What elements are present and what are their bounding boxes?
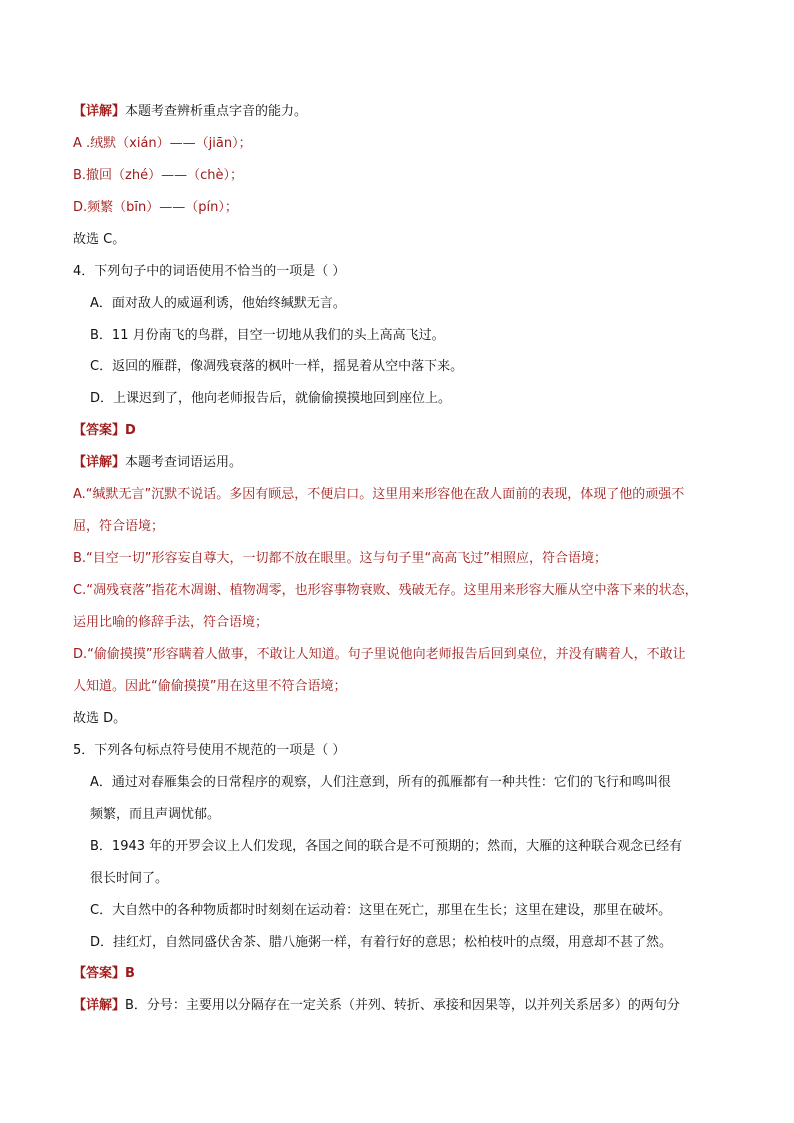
explain-line-b: B.撤回（zhé）——（chè）； bbox=[73, 168, 243, 183]
answer-tag: 【答案】 bbox=[73, 423, 126, 438]
choose-line-q3: 故选 C。 bbox=[73, 232, 126, 247]
q4-option-b: B．11 月份南飞的鸟群，目空一切地从我们的头上高高飞过。 bbox=[90, 328, 445, 343]
detail-text: 本题考查辨析重点字音的能力。 bbox=[125, 104, 308, 119]
q4-detail-line bbox=[73, 455, 242, 471]
q5-detail-line bbox=[73, 998, 680, 1014]
answer-value: B bbox=[125, 966, 135, 981]
detail-tag: 【详解】 bbox=[73, 998, 126, 1013]
q4-option-a: A．面对敌人的威逼利诱，他始终缄默无言。 bbox=[90, 296, 346, 311]
q4-option-c: C．返回的雁群，像凋残衰落的枫叶一样，摇晃着从空中落下来。 bbox=[90, 359, 464, 374]
detail-text: B．分号：主要用以分隔存在一定关系（并列、转折、承接和因果等，以并列关系居多）的两句分 bbox=[125, 998, 680, 1013]
detail-text: 本题考查词语运用。 bbox=[125, 455, 243, 470]
q4-choose-line: 故选 D。 bbox=[73, 711, 127, 726]
explain-line-d: D.频繁（bīn）——（pín）； bbox=[73, 200, 238, 215]
q4-option-d: D．上课迟到了，他向老师报告后，就偷偷摸摸地回到座位上。 bbox=[90, 391, 452, 406]
detail-line-q3 bbox=[73, 104, 307, 120]
q4-explain-line: C.“凋残衰落”指花木凋谢、植物凋零，也形容事物衰败、残破无存。这里用来形容大雁从空中落下来的状态， bbox=[73, 583, 698, 598]
q4-explain-line: D.“偷偷摸摸”形容瞒着人做事，不敢让人知道。句子里说他向老师报告后回到桌位，并没有瞒着人，不敢让 bbox=[73, 647, 686, 662]
q4-explain-line: B.“目空一切”形容妄自尊大，一切都不放在眼里。这与句子里“高高飞过”相照应，符合语境； bbox=[73, 551, 607, 566]
q5-option-d: D．挂红灯，自然同盛伏舍茶、腊八施粥一样，有着行好的意思；松柏枝叶的点缀，用意却不甚了然。 bbox=[90, 935, 673, 950]
q5-option-a: A．通过对春雁集会的日常程序的观察，人们注意到，所有的孤雁都有一种共性：它们的飞行和鸣叫很 bbox=[90, 775, 671, 790]
q4-answer-line bbox=[73, 423, 136, 439]
q4-explain-line: A.“缄默无言”沉默不说话。多因有顾忌，不便启口。这里用来形容他在敌人面前的表现，体现了他的顽强不 bbox=[73, 487, 685, 502]
q5-answer-line bbox=[73, 966, 135, 982]
answer-value: D bbox=[125, 423, 136, 438]
q5-option-a-cont: 频繁，而且声调忧郁。 bbox=[90, 807, 221, 822]
detail-tag: 【详解】 bbox=[73, 455, 126, 470]
detail-tag: 【详解】 bbox=[73, 104, 126, 119]
q4-explain-line: 屈，符合语境； bbox=[73, 519, 165, 534]
q4-explain-line: 运用比喻的修辞手法，符合语境； bbox=[73, 615, 269, 630]
q5-option-b-cont: 很长时间了。 bbox=[90, 871, 169, 886]
q4-explain-line: 人知道。因此“偷偷摸摸”用在这里不符合语境； bbox=[73, 679, 347, 694]
q5-option-b: B．1943 年的开罗会议上人们发现，各国之间的联合是不可预期的；然而，大雁的这种联合观念已经有 bbox=[90, 839, 683, 854]
explain-line-a: A .绒默（xián）——（jiān）； bbox=[73, 136, 252, 151]
question-5-stem: 5．下列各句标点符号使用不规范的一项是（ ） bbox=[73, 743, 346, 758]
q5-option-c: C．大自然中的各种物质都时时刻刻在运动着：这里在死亡，那里在生长；这里在建设，那里在破坏。 bbox=[90, 903, 672, 918]
question-4-stem: 4．下列句子中的词语使用不恰当的一项是（ ） bbox=[73, 264, 346, 279]
answer-tag: 【答案】 bbox=[73, 966, 126, 981]
